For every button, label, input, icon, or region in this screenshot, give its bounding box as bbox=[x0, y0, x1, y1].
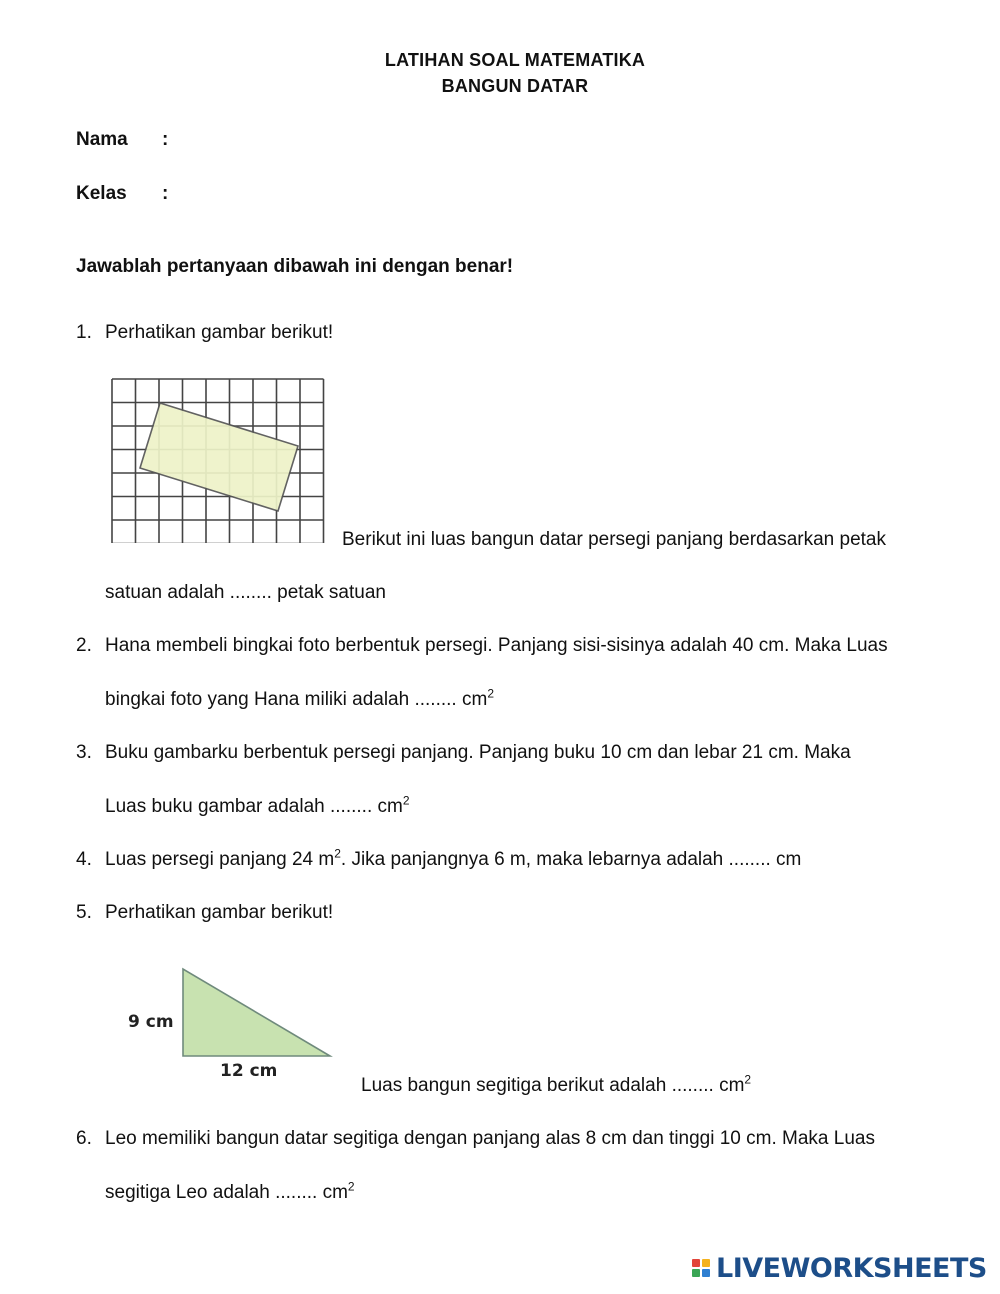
name-field[interactable] bbox=[180, 126, 580, 154]
question-6-answer-line bbox=[105, 1179, 355, 1204]
question-4-superscript: 2 bbox=[334, 846, 341, 861]
question-1-text: Perhatikan gambar berikut! bbox=[105, 322, 334, 343]
worksheet-title: LATIHAN SOAL MATEMATIKA bbox=[384, 50, 646, 70]
question-1-text-cont: Berikut ini luas bangun datar persegi panjang berdasarkan petak bbox=[342, 529, 886, 550]
question-2-answer-line bbox=[105, 686, 494, 711]
name-colon: : bbox=[162, 129, 169, 150]
question-5-answer-text: Luas bangun segitiga berikut adalah ........ cm bbox=[361, 1075, 745, 1096]
class-label: Kelas bbox=[76, 183, 127, 204]
question-6-text: Leo memiliki bangun datar segitiga dengan panjang alas 8 cm dan tinggi 10 cm. Maka Luas bbox=[105, 1128, 875, 1149]
question-4-number: 4. bbox=[76, 849, 92, 870]
question-1-number: 1. bbox=[76, 322, 92, 343]
name-label: Nama bbox=[76, 129, 128, 150]
question-6-superscript: 2 bbox=[347, 1179, 355, 1194]
class-field[interactable] bbox=[180, 180, 580, 208]
question-4-text-part1: Luas persegi panjang 24 m bbox=[105, 849, 335, 870]
liveworksheets-logo[interactable] bbox=[692, 1255, 992, 1287]
worksheet-subtitle: BANGUN DATAR bbox=[441, 76, 589, 96]
question-3-superscript: 2 bbox=[402, 793, 410, 808]
logo-icon bbox=[692, 1259, 712, 1279]
question-2-text: Hana membeli bingkai foto berbentuk persegi. Panjang sisi-sisinya adalah 40 cm. Maka Luas bbox=[105, 635, 888, 656]
question-4-text-part2: . Jika panjangnya 6 m, maka lebarnya adalah ........ cm bbox=[340, 849, 802, 870]
question-5-text: Perhatikan gambar berikut! bbox=[105, 902, 334, 923]
class-colon: : bbox=[162, 183, 169, 204]
tilted-rectangle bbox=[140, 403, 298, 511]
question-3-answer-line bbox=[105, 793, 410, 818]
question-5-number: 5. bbox=[76, 902, 92, 923]
right-triangle bbox=[183, 969, 330, 1056]
instruction-text: Jawablah pertanyaan dibawah ini dengan benar! bbox=[76, 256, 514, 277]
question-6-number: 6. bbox=[76, 1128, 92, 1149]
grid-rectangle-figure bbox=[110, 377, 334, 543]
question-3-number: 3. bbox=[76, 742, 92, 763]
right-triangle-figure bbox=[120, 962, 340, 1084]
question-5-superscript: 2 bbox=[744, 1072, 752, 1087]
question-3-text: Buku gambarku berbentuk persegi panjang. Panjang buku 10 cm dan lebar 21 cm. Maka bbox=[105, 742, 851, 763]
question-4-text bbox=[105, 846, 802, 871]
question-2-number: 2. bbox=[76, 635, 92, 656]
triangle-base-label: 12 cm bbox=[220, 1061, 278, 1081]
question-3-answer-text: Luas buku gambar adalah ........ cm bbox=[105, 796, 403, 817]
question-5-answer-line bbox=[361, 1072, 752, 1097]
question-6-answer-text: segitiga Leo adalah ........ cm bbox=[105, 1182, 348, 1203]
brand-name: LIVEWORKSHEETS bbox=[716, 1253, 987, 1284]
question-1-answer-line: satuan adalah ........ petak satuan bbox=[105, 582, 386, 603]
question-2-superscript: 2 bbox=[487, 686, 494, 701]
triangle-height-label: 9 cm bbox=[128, 1012, 174, 1032]
question-2-answer-text: bingkai foto yang Hana miliki adalah ........ cm bbox=[105, 689, 488, 710]
